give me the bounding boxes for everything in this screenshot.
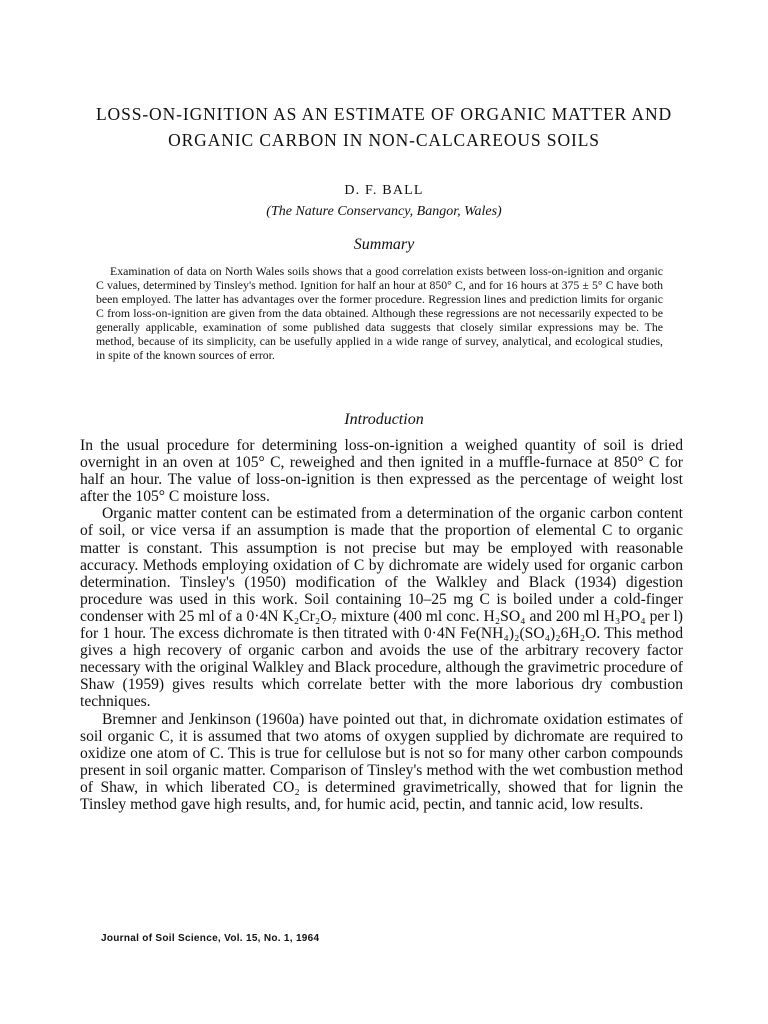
author-affiliation: (The Nature Conservancy, Bangor, Wales) (266, 204, 502, 219)
journal-citation: Journal of Soil Science, Vol. 15, No. 1, 1964 (101, 933, 320, 944)
summary-heading: Summary (353, 236, 415, 253)
introduction-heading: Introduction (344, 411, 424, 428)
article-title: LOSS-ON-IGNITION AS AN ESTIMATE OF ORGANIC MATTER AND ORGANIC CARBON IN NON-CALCAREOUS SOILS (95, 104, 673, 150)
intro-paragraph-3: Bremner and Jenkinson (1960a) have pointed out that, in dichromate oxidation estimates of soil organic C, it is assumed that two atoms of oxygen supplied by dichromate are required to oxidize one atom of C. This is true for cellulose but is not so for many other carbon compounds present in soil organic matter. Comparison of Tinsley's method with the wet combustion method of Shaw, in which liberated CO₂ is determined gravimetrically, showed that for lignin the Tinsley method gave high results, and, for humic acid, pectin, and tannic acid, low results. (80, 710, 683, 813)
intro-paragraph-1: In the usual procedure for determining loss-on-ignition a weighed quantity of soil is dried overnight in an oven at 105° C, reweighed and then ignited in a muffle-furnace at 850° C for half an hour. The value of loss-on-ignition is then expressed as the percentage of weight lost after the 105° C moisture loss. (80, 437, 683, 506)
summary-text: Examination of data on North Wales soils shows that a good correlation exists between loss-on-ignition and organic C values, determined by Tinsley's method. Ignition for half an hour at 850° C, and for 16 hours at 375 ± 5° C have both been employed. The latter has advantages over the former procedure. Regression lines and prediction limits for organic C from loss-on-ignition are given from the data obtained. Although these regressions are not necessarily expected to be generally applicable, examination of some published data suggests that closely similar expressions may be. The method, because of its simplicity, can be usefully applied in a wide range of survey, analytical, and ecological studies, in spite of the known sources of error. (96, 264, 663, 362)
author-name: D. F. BALL (344, 183, 424, 198)
intro-paragraph-2: Organic matter content can be estimated from a determination of the organic carbon content of soil, or vice versa if an assumption is made that the proportion of elemental C to organic matter is constant. This assumption is not precise but may be employed with reasonable accuracy. Methods employing oxidation of C by dichromate are widely used for organic carbon determination. Tinsley's (1950) modification of the Walkley and Black (1934) digestion procedure was used in this work. Soil containing 10–25 mg C is boiled under a cold-finger condenser with 25 ml of a 0·4N K₂Cr₂O₇ mixture (400 ml conc. H₂SO₄ and 200 ml H₃PO₄ per l) for 1 hour. The excess dichromate is then titrated with 0·4N Fe(NH₄)₂(SO₄)₂6H₂O. This method gives a high recovery of organic carbon and avoids the use of the arbitrary recovery factor necessary with the original Walkley and Black procedure, although the gravimetric procedure of Shaw (1959) gives results which correlate better with the more laborious dry combustion techniques. (80, 505, 683, 711)
introduction-body (80, 437, 683, 813)
